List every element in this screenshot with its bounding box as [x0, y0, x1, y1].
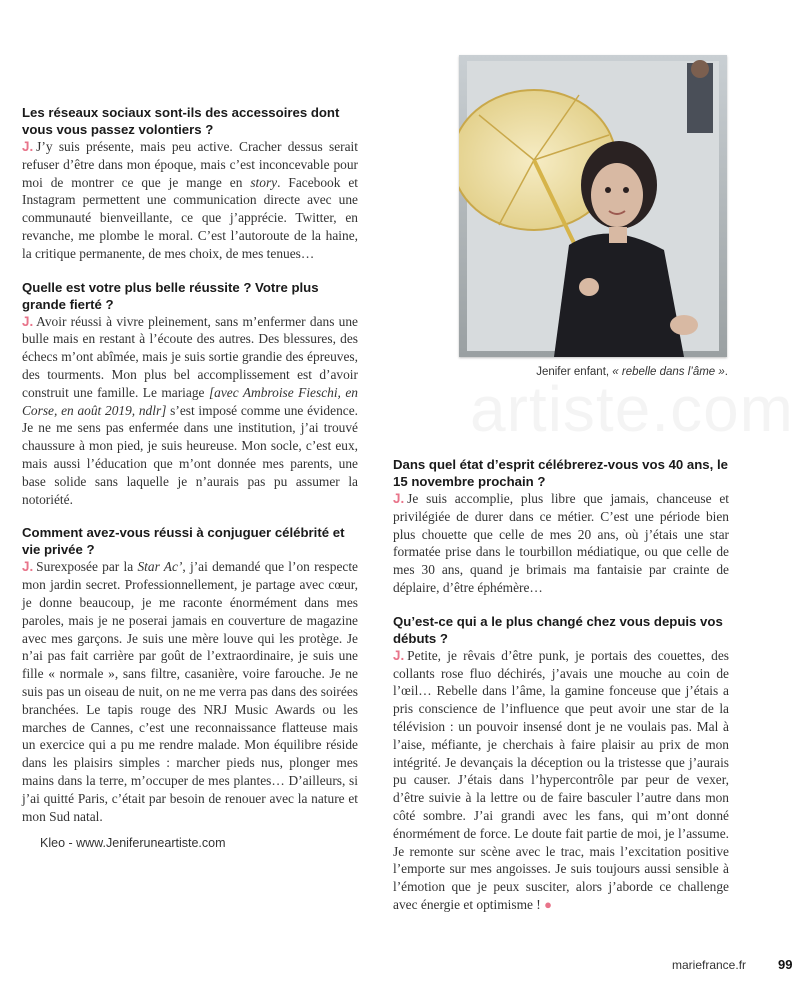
- question-social-networks: Les réseaux sociaux sont-ils des accessoires dont vous vous passez volontiers ?: [22, 105, 340, 137]
- initial-marker: J.: [393, 491, 405, 506]
- answer-40-years: J. Je suis accomplie, plus libre que jamais, chanceuse et privilégiée de durer dans ce métier. C’est une période bien plus chouette que celle de mes 20 ans, où j’étais une star formatée prise dans le tourbillon médiatique, ou que celle de mes 30 ans, quand je brimais ma fantaisie par crainte de déplaire, d’être éphémère…: [393, 491, 729, 595]
- answer-fame-privacy: J. Surexposée par la Star Ac’, j’ai demandé que l’on respecte mon jardin secret. Professionnellement, je partage avec cœur, je donne beaucoup, je me raconte énormément dans mes paroles, mais je ne poserai jamais en couverture de magazine avec mes garçons. Je suis une mère louve qui les protège. Je n’ai pas fait carrière par goût de l’extraordinaire, je suis une fille « normale », sans filtre, casanière, voire farouche. Je ne suis pas un oiseau de nuit, on ne me verra pas dans des soirées branchées. Le tapis rouge des NRJ Music Awards ou les marches de Cannes, c’est une reconnaissance flatteuse mais un exercice qui a pu me rendre malade. Mon équilibre réside dans les plaisirs simples : marcher pieds nus, plonger mes mains dans la terre, m’occuper de mes plantes… D’ailleurs, si j’ai quitté Paris, c’était par besoin de renouer avec la nature et mon Sud natal.: [22, 559, 358, 824]
- initial-marker: J.: [393, 647, 405, 663]
- initial-marker: J.: [22, 139, 34, 154]
- answer-greatest-success: J. Avoir réussi à vivre pleinement, sans m’enfermer dans une bulle mais en restant à l’écoute des autres. Des blessures, des échecs m’ont abîmée, mais je suis sortie grandie des épreuves, des tourments. Mon plus bel accomplissement est d’avoir construit une famille. Le mariage [avec Ambroise Fieschi, en Corse, en août 2019, ndlr] s’est imposé comme une évidence. Je ne me sens pas enfermée dans une institution, j’ai trouvé chaussure à mon pied, je suis heureuse. Mon socle, c’est eux, mais aussi l’éducation que m’ont donnée mes parents, une base solide sans laquelle je n’aurais pas pu assumer la notoriété.: [22, 313, 358, 507]
- photo-caption: Jenifer enfant, « rebelle dans l’âme ».: [536, 366, 728, 378]
- page-number: 99: [778, 957, 793, 972]
- left-column: [22, 104, 358, 841]
- footer-site: mariefrance.fr: [672, 958, 747, 972]
- initial-marker: J.: [22, 559, 34, 575]
- question-fame-privacy: Comment avez-vous réussi à conjuguer célébrité et vie privée ?: [22, 525, 345, 558]
- answer-what-changed: J. Petite, je rêvais d’être punk, je portais des couettes, des collants rose fluo déchirés, j’avais une mouche au coin de l’œil… Rebelle dans l’âme, la gamine fonceuse que j’étais a pris conscience de l’influence que peut avoir une star de la télévision : un pouvoir insensé dont je ne voulais pas. Mal à l’aise, méfiante, je cherchais à faire plaisir au prix de mon intégrité. Je devançais la déception ou la tristesse que j’aurais pu causer. J’étais dans l’hypercontrôle par peur de vexer, d’être suivie à la lettre ou de faire basculer l’autre dans mon côté sombre. J’ai grandi avec les fans, qui m’ont donné énormément de force. Le doute fait partie de moi, je l’assume. Je remonte sur scène avec le trac, mais l’excitation positive l’emporte sur mes angoisses. Je suis toujours aussi sensible à l’émotion que je peux susciter, alors j’aborde ce challenge avec énergie et optimisme ! ●: [393, 647, 729, 912]
- right-column: [393, 456, 729, 930]
- background-watermark: [470, 372, 794, 446]
- question-40-years: Dans quel état d’esprit célébrerez-vous vos 40 ans, le 15 novembre prochain ?: [393, 457, 728, 489]
- childhood-photo: [459, 55, 727, 357]
- question-greatest-success: Quelle est votre plus belle réussite ? Votre plus grande fierté ?: [22, 279, 319, 312]
- answer-social-networks: J. J’y suis présente, mais peu active. Cracher dessus serait refuser d’être dans mon époque, mais c’est inconcevable pour moi de montrer ce que je mange en story. Facebook et Instagram permettent une communication directe avec une communauté bienveillante, ce que j’apprécie. Twitter, en revanche, me plombe le moral. C’est l’autoroute de la haine, la critique permanente, de mes choix, de mes tenues…: [22, 139, 359, 261]
- end-mark-icon: ●: [544, 896, 552, 912]
- site-credit: Kleo - www.Jeniferuneartiste.com: [40, 836, 226, 850]
- question-what-changed: Qu’est-ce qui a le plus changé chez vous depuis vos débuts ?: [393, 613, 723, 646]
- photo-illustration: [459, 55, 727, 357]
- initial-marker: J.: [22, 313, 34, 329]
